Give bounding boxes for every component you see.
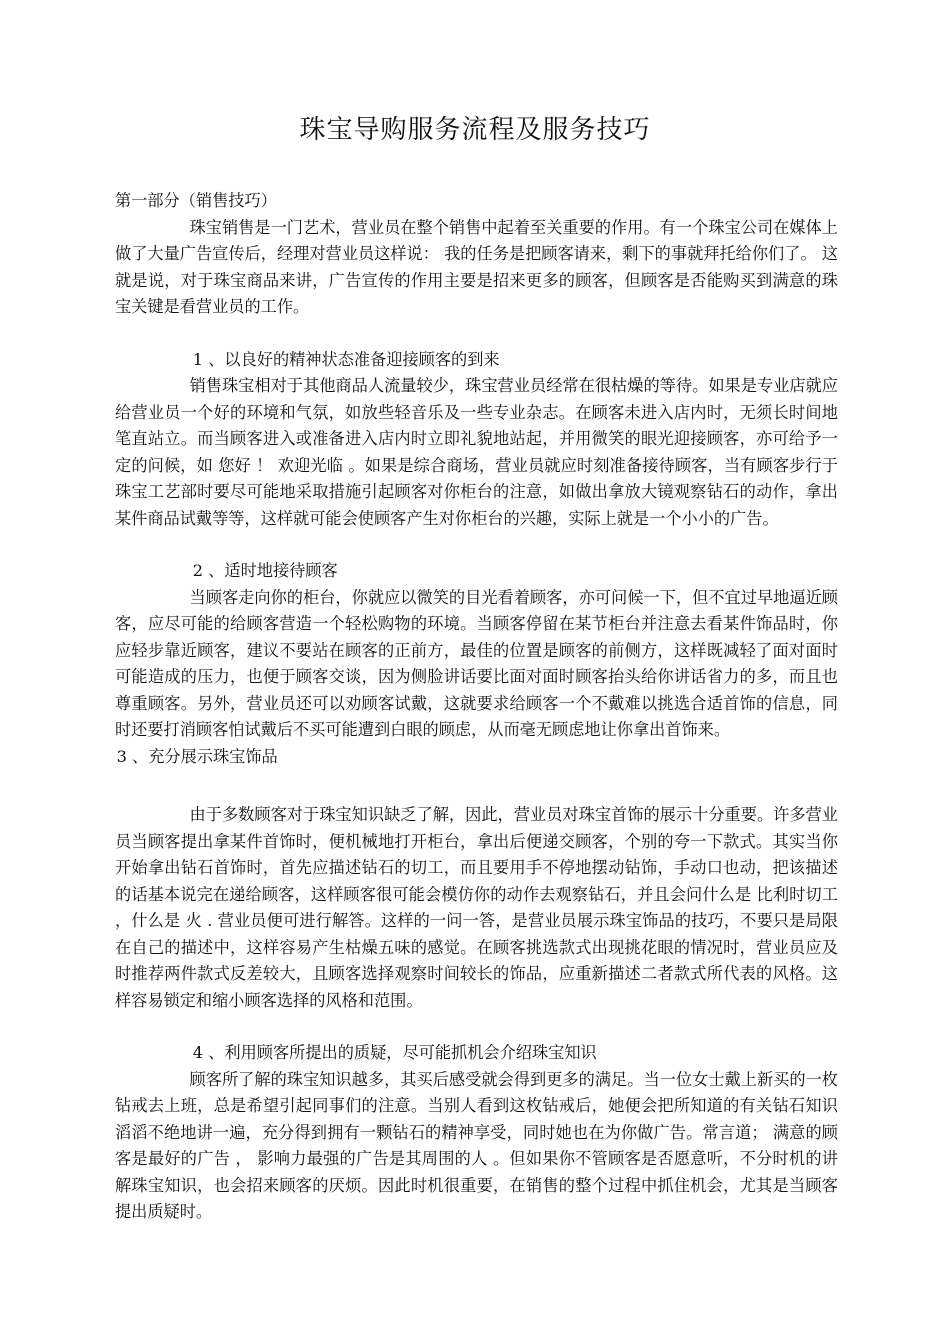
intro-paragraph: 珠宝销售是一门艺术，营业员在整个销售中起着至关重要的作用。有一个珠宝公司在媒体上做了大量广告宣传后，经理对营业员这样说： 我的任务是把顾客请来，剩下的事就拜托给你们了。 这就是说，对于珠宝商品来讲，广告宣传的作用主要是招来更多的顾客，但顾客是否能购买到满意的珠宝关键是看营业员的工作。 [115,217,838,316]
section-heading: 2 、适时地接待顾客 [192,561,338,580]
document-title: 珠宝导购服务流程及服务技巧 [299,115,651,145]
section-paragraph: 由于多数顾客对于珠宝知识缺乏了解，因此，营业员对珠宝首饰的展示十分重要。许多营业员当顾客提出拿某件首饰时，便机械地打开柜台，拿出后便递交顾客，个别的夸一下款式。其实当你开始拿出钻石首饰时，首先应描述钻石的切工，而且要用手不停地摆动钻饰，手动口也动，把该描述的话基本说完在递给顾客，这样顾客很可能会模仿你的动作去观察钻石，并且会问什么是 比利时切工 ，什么是 火 . 营业员便可进行解答。这样的一问一答，是营业员展示珠宝饰品的技巧，不要只是局限在自己的描述中，这样容易产生枯燥五味的感觉。在顾客挑选款式出现挑花眼的情况时，营业员应及时推荐两件款式反差较大，且顾客选择观察时间较长的饰品，应重新描述二者款式所代表的风格。这样容易锁定和缩小顾客选择的风格和范围。 [115,805,838,1010]
section-paragraph: 销售珠宝相对于其他商品人流量较少，珠宝营业员经常在很枯燥的等待。如果是专业店就应给营业员一个好的环境和气氛，如放些轻音乐及一些专业杂志。在顾客未进入店内时，无须长时间地笔直站立。而当顾客进入或准备进入店内时立即礼貌地站起，并用微笑的眼光迎接顾客，亦可给予一定的问候，如 您好 ！ 欢迎光临 。如果是综合商场，营业员就应时刻准备接待顾客，当有顾客步行于珠宝工艺部时要尽可能地采取措施引起顾客对你柜台的注意，如做出拿放大镜观察钻石的动作，拿出某件商品试戴等等，这样就可能会使顾客产生对你柜台的兴趣，实际上就是一个小小的广告。 [115,376,838,528]
section-paragraph: 顾客所了解的珠宝知识越多，其买后感受就会得到更多的满足。当一位女士戴上新买的一枚钻戒去上班，总是希望引起同事们的注意。当别人看到这枚钻戒后，她便会把所知道的有关钻石知识滔滔不绝地讲一遍，充分得到拥有一颗钻石的精神享受，同时她也在为你做广告。常言道； 满意的顾客是最好的广告 ， 影响力最强的广告是其周围的人 。但如果你不管顾客是否愿意听，不分时机的讲解珠宝知识，也会招来顾客的厌烦。因此时机很重要，在销售的整个过程中抓住机会，尤其是当顾客提出质疑时。 [115,1069,838,1221]
paragraph-spacer [115,532,838,558]
section-heading: 3 、充分展示珠宝饰品 [116,746,278,766]
part-heading: 第一部分（销售技巧） [115,191,277,210]
section-paragraph: 当顾客走向你的柜台，你就应以微笑的目光看着顾客，亦可问候一下，但不宜过早地逼近顾客，应尽可能的给顾客营造一个轻松购物的环境。当顾客停留在某节柜台并注意去看某件饰品时，你应轻步靠近顾客，建议不要站在顾客的正前方，最佳的位置是顾客的前侧方，这样既减轻了面对面时可能造成的压力，也便于顾客交谈，因为侧脸讲话要比面对面时顾客抬头给你讲话省力的多，而且也尊重顾客。另外，营业员还可以劝顾客试戴，这就要求给顾客一个不戴难以挑选合适首饰的信息，同时还要打消顾客怕试戴后不买可能遭到白眼的顾虑，从而毫无顾虑地让你拿出首饰来。 [115,587,838,739]
paragraph-spacer [115,1014,838,1040]
document-body [115,188,838,1226]
paragraph-spacer [115,321,838,347]
paragraph-spacer [115,770,838,802]
section-heading: 1 、以良好的精神状态准备迎接顾客的到来 [192,349,500,369]
section-heading: 4 、利用顾客所提出的质疑，尽可能抓机会介绍珠宝知识 [192,1043,597,1062]
